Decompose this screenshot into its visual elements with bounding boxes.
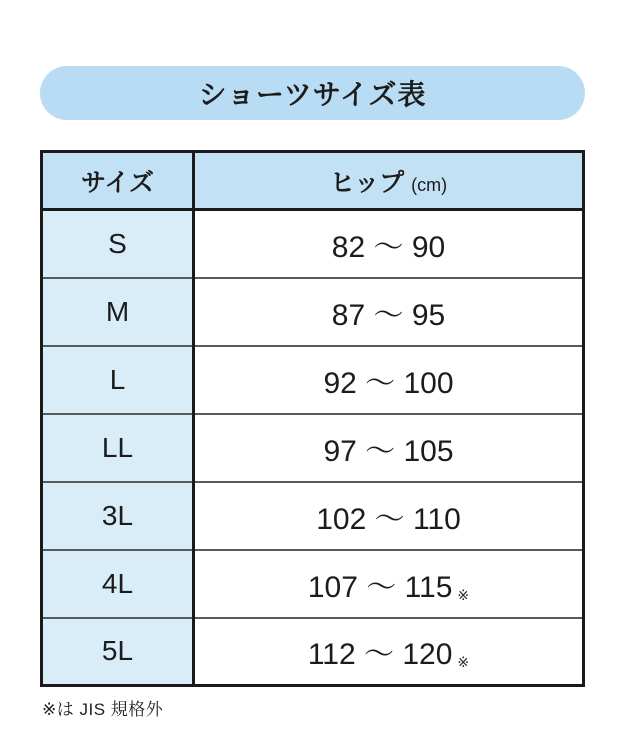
table-row [42,618,584,686]
table-row [42,482,584,550]
hip-range-cell [194,482,584,550]
hip-range-cell [194,278,584,346]
header-hip-cell [194,152,584,210]
table-row [42,550,584,618]
table-row [42,346,584,414]
page-title: ショーツサイズ表 [198,79,427,110]
title-pill [40,66,585,120]
hip-range-value: 107 〜 115 [307,570,453,604]
size-cell: S [42,210,194,278]
header-hip-label: ヒップ [329,168,405,197]
table-body [42,210,584,686]
header-hip-unit: (cm) [411,174,448,195]
hip-range-value: 92 〜 100 [323,366,454,400]
size-cell: 3L [42,482,194,550]
hip-range-value: 112 〜 120 [307,638,453,672]
hip-range-value: 82 〜 90 [331,230,446,264]
hip-range-cell [194,550,584,618]
hip-range-cell [194,618,584,686]
hip-range-value: 97 〜 105 [323,434,454,468]
jis-note-mark: ※ [457,586,470,603]
hip-range-cell [194,210,584,278]
size-table [40,150,585,687]
table-row [42,210,584,278]
size-cell: LL [42,414,194,482]
header-size-cell: サイズ [42,152,194,210]
footnote: ※は JIS 規格外 [42,700,164,719]
size-cell: M [42,278,194,346]
size-cell: 4L [42,550,194,618]
header-row [42,152,584,210]
hip-range-cell [194,414,584,482]
table-row [42,414,584,482]
hip-range-cell [194,346,584,414]
size-cell: L [42,346,194,414]
size-cell: 5L [42,618,194,686]
jis-note-mark: ※ [457,654,470,671]
hip-range-value: 102 〜 110 [316,502,461,536]
hip-range-value: 87 〜 95 [331,298,446,332]
table-row [42,278,584,346]
